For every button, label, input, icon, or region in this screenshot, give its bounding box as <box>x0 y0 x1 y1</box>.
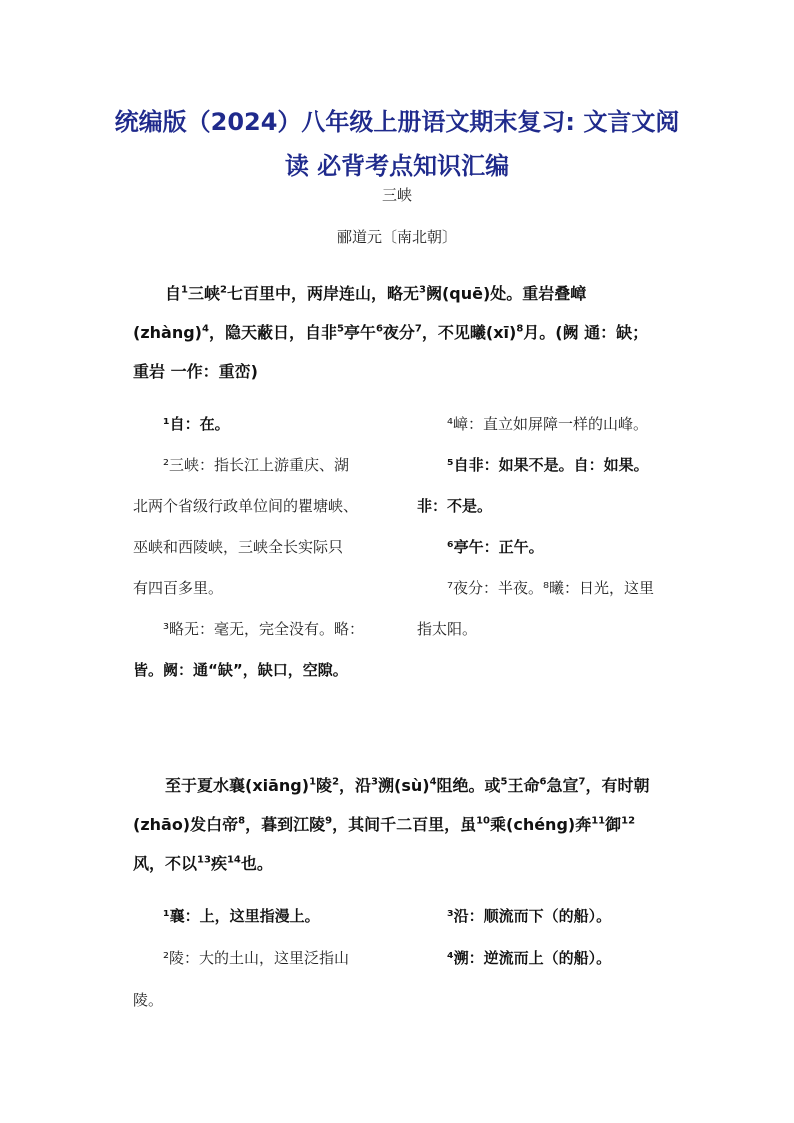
note-2-4: ⁴溯：逆流而上（的船）。 <box>447 949 612 967</box>
note-1-2a: ²三峡：指长江上游重庆、湖 <box>163 456 350 474</box>
paragraph-2: 至于夏水襄(xiāng)$^1$陵$^2$，沿$^3$溯(sù)$^4$阻绝。或$^5$王命$^6$急宣$^7$，有时朝(zhāo)发白帝$^8$，暮到江陵$^9$，其间千二百里，虽$^{10}$乘(chéng)奔$^{11}$御$^{12}$风，不以$^{13}$疾$^{14}$也。 <box>133 776 650 873</box>
note-2-2b: 陵。 <box>133 991 164 1009</box>
document-title <box>0 100 794 188</box>
note-1-6: ⁶亭午：正午。 <box>447 538 544 556</box>
note-1-1: ¹自：在。 <box>163 415 230 433</box>
note-1-4: ⁴嶂：直立如屏障一样的山峰。 <box>447 415 649 433</box>
note-1-2b: 北两个省级行政单位间的瞿塘峡、 <box>133 497 359 515</box>
note-2-3: ³沿：顺流而下（的船）。 <box>447 907 612 925</box>
note-2-2a: ²陵：大的土山，这里泛指山 <box>163 949 350 967</box>
note-1-2c: 巫峡和西陵峡，三峡全长实际只 <box>133 538 344 556</box>
note-1-5a: ⁵自非：如果不是。自：如果。 <box>447 456 649 474</box>
author-line: 郦道元〔南北朝〕 <box>336 228 457 246</box>
note-1-7a: ⁷夜分：半夜。⁸曦：日光，这里 <box>447 579 655 597</box>
note-1-2d: 有四百多里。 <box>133 579 224 597</box>
note-2-1: ¹襄：上，这里指漫上。 <box>163 907 320 925</box>
note-1-3a: ³略无：毫无，完全没有。略： <box>163 620 365 638</box>
poem-title: 三峡 <box>381 186 412 204</box>
note-1-3b: 皆。阙：通“缺”，缺口，空隙。 <box>133 661 348 679</box>
note-1-7b: 指太阳。 <box>417 620 478 638</box>
note-1-5b: 非：不是。 <box>417 497 493 515</box>
title-line-2: 读 必背考点知识汇编 <box>284 152 510 180</box>
paragraph-1: 自$^1$三峡$^2$七百里中，两岸连山，略无$^3$阙(quē)处。重岩叠嶂(zhàng)$^4$，隐天蔽日，自非$^5$亭午$^6$夜分$^7$，不见曦(xī)$^8$月。(阙 通：缺；重岩 一作：重峦) <box>133 284 649 381</box>
title-line-1: 统编版（2024）八年级上册语文期末复习: 文言文阅 <box>114 108 680 136</box>
